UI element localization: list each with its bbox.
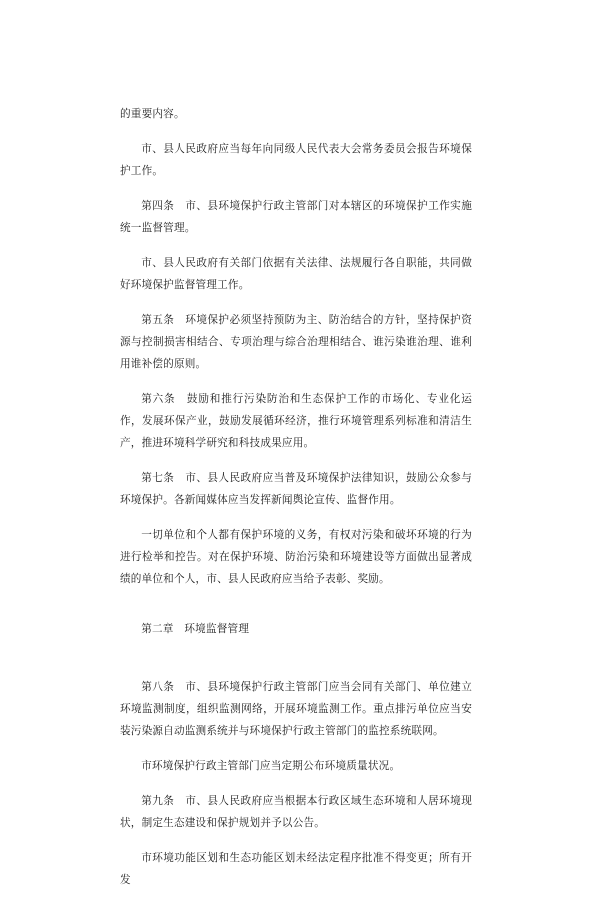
paragraph-article-9: 第九条 市、县人民政府应当根据本行政区域生态环境和人居环境现状，制定生态建设和保护规划并予以公告。 <box>120 795 472 829</box>
paragraph-1: 的重要内容。 <box>120 108 185 120</box>
paragraph-8: 一切单位和个人都有保护环境的义务，有权对污染和破坏环境的行为进行检举和控告。对在保护环境、防治污染和环境建设等方面做出显著成绩的单位和个人，市、县人民政府应当给予表彰、奖励。 <box>120 529 472 585</box>
paragraph-article-4: 第四条 市、县环境保护行政主管部门对本辖区的环境保护工作实施统一监督管理。 <box>120 200 472 234</box>
paragraph-4: 市、县人民政府有关部门依据有关法律、法规履行各自职能，共同做好环境保护监督管理工作。 <box>120 257 472 291</box>
paragraph-article-8: 第八条 市、县环境保护行政主管部门应当会同有关部门、单位建立环境监测制度，组织监测网络，开展环境监测工作。重点排污单位应当安装污染源自动监测系统并与环境保护行政主管部门的监控系统联网。 <box>120 681 472 737</box>
document-body <box>120 103 472 904</box>
chapter-title: 第二章 环境监督管理 <box>141 623 250 635</box>
paragraph-article-6: 第六条 鼓励和推行污染防治和生态保护工作的市场化、专业化运作，发展环保产业，鼓励发展循环经济，推行环境管理系列标准和清洁生产，推进环境科学研究和科技成果应用。 <box>120 393 472 449</box>
paragraph-2: 市、县人民政府应当每年向同级人民代表大会常务委员会报告环境保护工作。 <box>120 143 472 177</box>
paragraph-article-7: 第七条 市、县人民政府应当普及环境保护法律知识，鼓励公众参与环境保护。各新闻媒体应当发挥新闻舆论宣传、监督作用。 <box>120 472 472 506</box>
paragraph-12: 市环境功能区划和生态功能区划未经法定程序批准不得变更；所有开发 <box>120 852 472 886</box>
paragraph-10: 市环境保护行政主管部门应当定期公布环境质量状况。 <box>141 760 401 772</box>
paragraph-article-5: 第五条 环境保护必须坚持预防为主、防治结合的方针，坚持保护资源与控制损害相结合、专项治理与综合治理相结合、谁污染谁治理、谁利用谁补偿的原则。 <box>120 314 472 370</box>
